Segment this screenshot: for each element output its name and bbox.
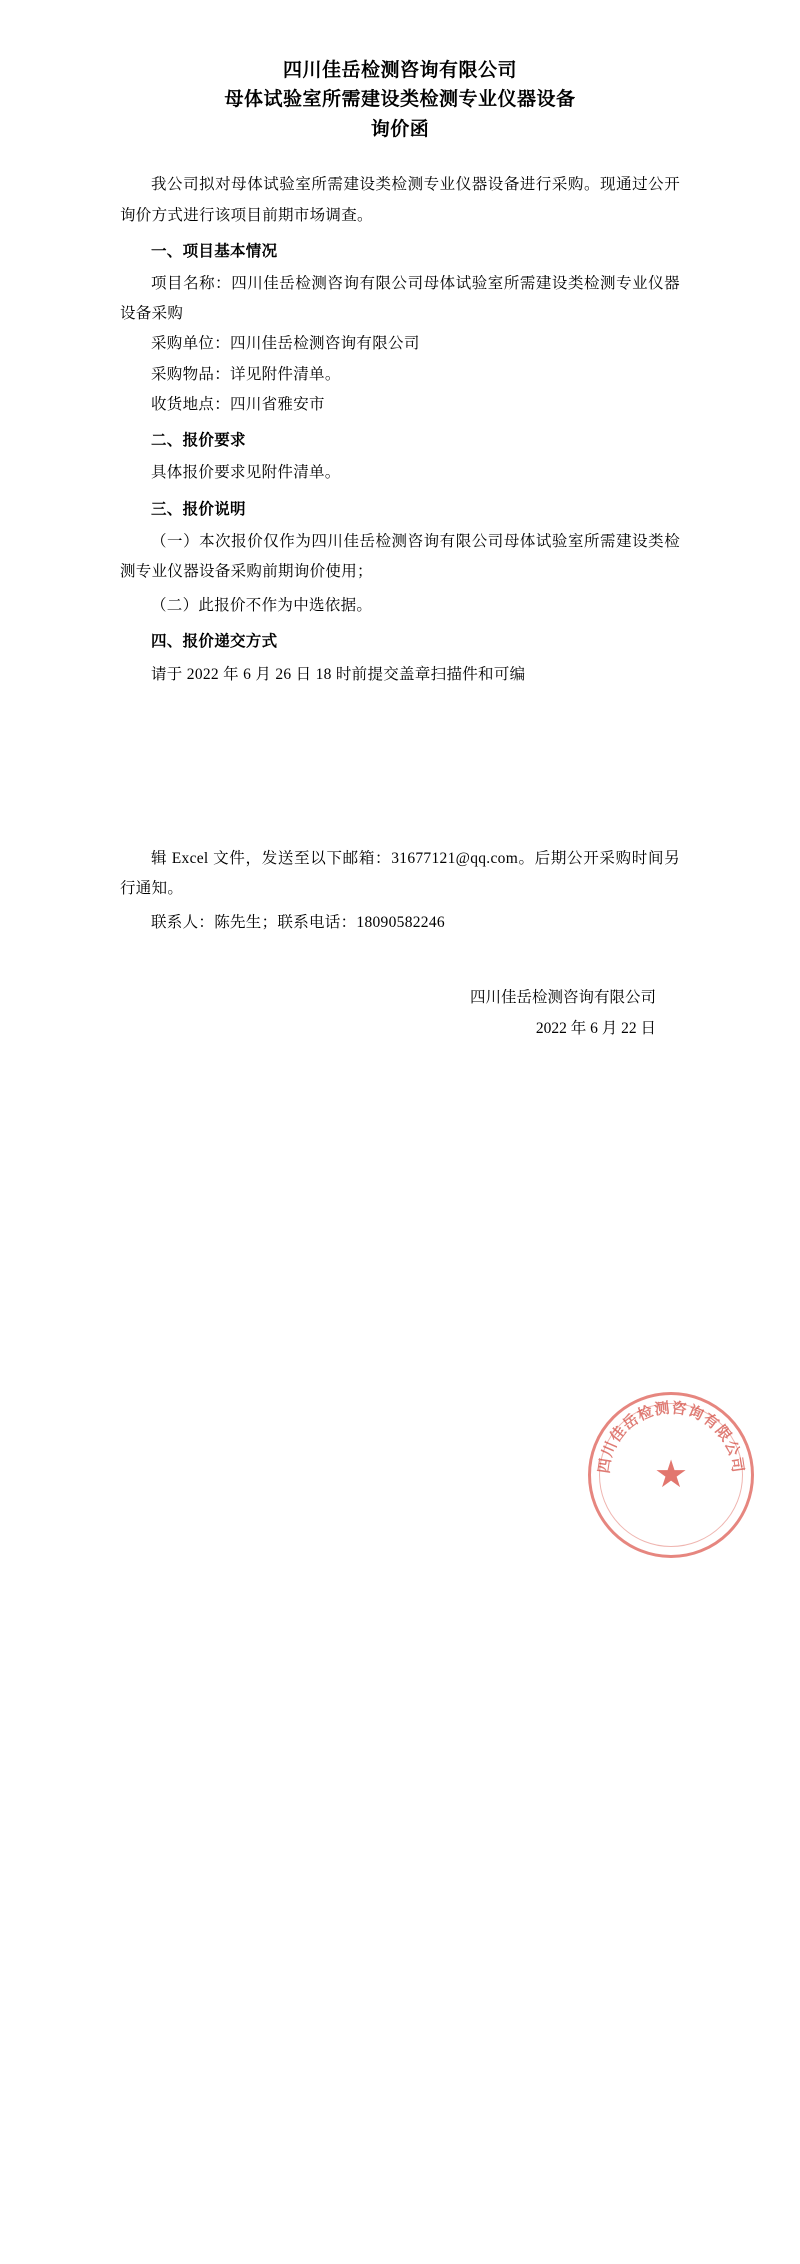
company-seal-stamp (588, 1392, 754, 1558)
field-purchaser (120, 329, 680, 359)
section-heading-4: 四、报价递交方式 (151, 633, 278, 651)
title-line-3: 询价函 (370, 118, 430, 140)
intro-paragraph: 我公司拟对母体试验室所需建设类检测专业仪器设备进行采购。现通过公开询价方式进行该项目前期市场调查。 (120, 176, 680, 224)
page-break-gap (120, 694, 680, 844)
section-heading-2: 二、报价要求 (151, 432, 246, 450)
field-project-name (120, 269, 680, 329)
section-heading-3: 三、报价说明 (151, 500, 246, 518)
field-delivery-address-label: 收货地点： (151, 395, 231, 413)
section-heading-1: 一、项目基本情况 (151, 242, 278, 260)
seal-arc-text: 四川佳岳检测咨询有限公司 (596, 1400, 746, 1475)
section-2-body: 具体报价要求见附件清单。 (151, 464, 341, 482)
signature-block (120, 982, 680, 1044)
svg-text:四川佳岳检测咨询有限公司 (596, 1399, 748, 1475)
seal-star-icon: ★ (653, 1454, 689, 1496)
section-4-contact: 联系人：陈先生；联系电话：18090582246 (151, 914, 445, 932)
section-4-body-part1: 请于 2022 年 6 月 26 日 18 时前提交盖章扫描件和可编 (151, 665, 526, 683)
field-delivery-address (120, 390, 680, 420)
seal-inner-ring (599, 1403, 743, 1547)
document-title (120, 56, 680, 144)
document-body (120, 0, 680, 1044)
field-project-name-label: 项目名称： (151, 274, 232, 292)
field-project-name-value: 四川佳岳检测咨询有限公司母体试验室所需建设类检测专业仪器设备采购 (120, 274, 680, 323)
title-line-2: 母体试验室所需建设类检测专业仪器设备 (224, 89, 576, 111)
signature-date: 2022 年 6 月 22 日 (535, 1020, 656, 1038)
field-items-value: 详见附件清单。 (230, 365, 341, 383)
field-items (120, 360, 680, 390)
signature-company: 四川佳岳检测咨询有限公司 (469, 989, 656, 1007)
section-3-item-1: （一）本次报价仅作为四川佳岳检测咨询有限公司母体试验室所需建设类检测专业仪器设备采购前期询价使用； (120, 532, 680, 580)
field-delivery-address-value: 四川省雅安市 (230, 395, 325, 413)
field-items-label: 采购物品： (151, 365, 231, 383)
section-3-item-2: （二）此报价不作为中选依据。 (151, 597, 373, 615)
section-4-body-part2: 辑 Excel 文件，发送至以下邮箱：31677121@qq.com。后期公开采购时间另行通知。 (120, 849, 680, 898)
field-purchaser-value: 四川佳岳检测咨询有限公司 (230, 335, 420, 353)
title-line-1: 四川佳岳检测咨询有限公司 (282, 60, 517, 81)
field-purchaser-label: 采购单位： (151, 335, 231, 353)
